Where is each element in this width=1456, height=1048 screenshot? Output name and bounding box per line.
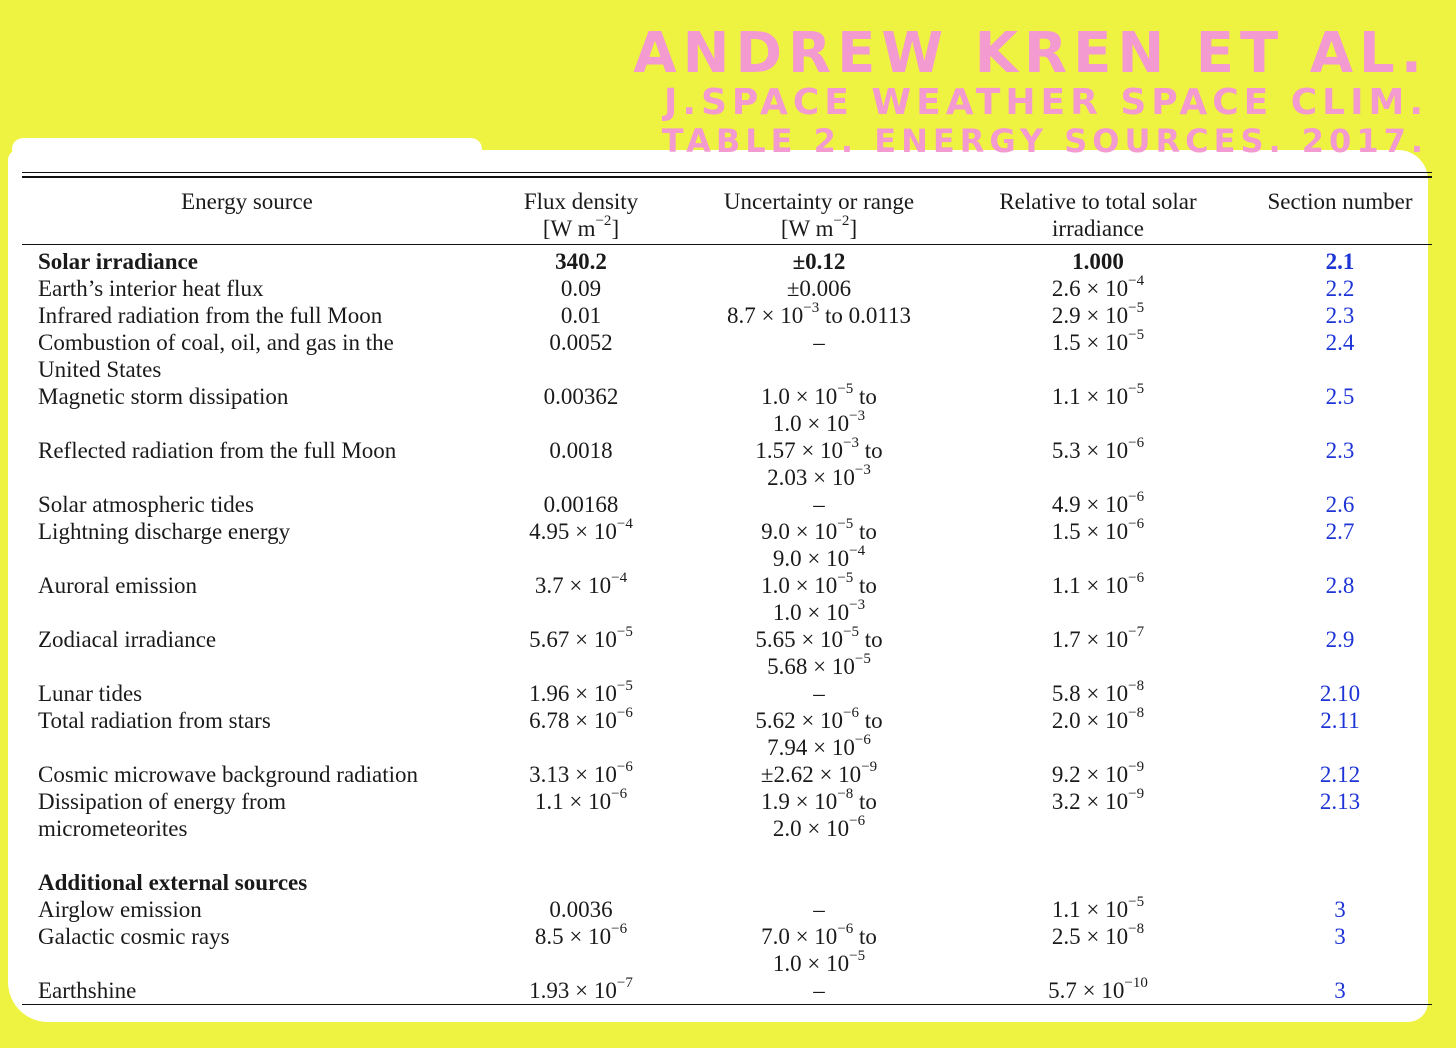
table-spacer-row (22, 842, 1432, 869)
cell-relative: $3.2 \times 10^{-9}$ (1051, 786, 1145, 814)
cell-uncertainty: $\pm 2.62 \times 10^{-9}$ (760, 759, 878, 787)
table-row (22, 437, 1432, 491)
table-row (22, 680, 1432, 707)
cell-flux-density: $5.67 \times 10^{-5}$ (529, 624, 633, 652)
table-row (22, 626, 1432, 680)
cell-flux-density: 0.0052 (549, 330, 613, 355)
cell-flux-density: 0.00362 (543, 384, 619, 409)
cell-uncertainty: ±0.006 (786, 276, 852, 301)
cell-section-number: 2.10 (1319, 681, 1361, 706)
cell-energy-source: Solar atmospheric tides (38, 492, 254, 517)
column-header-energy-source: Energy source (181, 189, 313, 214)
cell-relative: $5.3 \times 10^{-6}$ (1051, 435, 1145, 463)
cell-section-number: 2.6 (1325, 492, 1355, 517)
energy-sources-table (22, 172, 1432, 1005)
cell-energy-source: Galactic cosmic rays (38, 924, 230, 949)
cell-flux-density: 0.00168 (543, 492, 619, 517)
cell-uncertainty: $5.65 \times 10^{-5}$ to $5.68 \times 10^{-5}$ (755, 624, 883, 679)
cell-relative: $1.5 \times 10^{-6}$ (1051, 516, 1145, 544)
cell-relative (948, 869, 1248, 896)
cell-relative: $1.1 \times 10^{-6}$ (1051, 570, 1145, 598)
page-header (633, 21, 1428, 160)
cell-uncertainty: $1.0 \times 10^{-5}$ to $1.0 \times 10^{-3}$ (761, 381, 877, 436)
table-row (22, 977, 1432, 1004)
cell-section-number: 2.4 (1325, 330, 1355, 355)
cell-energy-source: Total radiation from stars (38, 708, 271, 733)
cell-energy-source: Airglow emission (38, 897, 202, 922)
cell-flux-density: $3.13 \times 10^{-6}$ (529, 759, 633, 787)
cell-uncertainty: $9.0 \times 10^{-5}$ to $9.0 \times 10^{-4}$ (761, 516, 877, 571)
cell-relative: $9.2 \times 10^{-9}$ (1051, 759, 1145, 787)
table-row (22, 761, 1432, 788)
cell-relative: $2.0 \times 10^{-8}$ (1051, 705, 1145, 733)
table-row (22, 923, 1432, 977)
column-header-relative: Relative to total solar irradiance (999, 189, 1197, 241)
table-row (22, 245, 1432, 275)
cell-section-number: 3 (1334, 897, 1346, 922)
cell-energy-source: Solar irradiance (38, 249, 198, 274)
cell-relative: $1.5 \times 10^{-5}$ (1051, 327, 1145, 355)
cell-section-number: 2.12 (1319, 762, 1361, 787)
table-row (22, 869, 1432, 896)
cell-section-number: 2.3 (1325, 438, 1355, 463)
table-row (22, 707, 1432, 761)
cell-section-number: 2.5 (1325, 384, 1355, 409)
cell-relative: $5.7 \times 10^{-10}$ (1048, 975, 1148, 1003)
header-journal: J.SPACE WEATHER SPACE CLIM. (663, 82, 1428, 123)
cell-uncertainty: – (813, 681, 825, 706)
cell-relative: $2.5 \times 10^{-8}$ (1051, 921, 1145, 949)
table-row (22, 329, 1432, 383)
table-body (22, 245, 1432, 1004)
cell-uncertainty: $5.62 \times 10^{-6}$ to $7.94 \times 10^{-6}$ (755, 705, 883, 760)
table-row (22, 518, 1432, 572)
cell-uncertainty: $8.7 \times 10^{-3}$ to 0.0113 (727, 300, 911, 328)
cell-flux-density: $3.7 \times 10^{-4}$ (534, 570, 628, 598)
cell-energy-source: Reflected radiation from the full Moon (38, 438, 397, 463)
table-row (22, 383, 1432, 437)
table-row (22, 275, 1432, 302)
cell-relative: $2.9 \times 10^{-5}$ (1051, 300, 1145, 328)
table-row (22, 491, 1432, 518)
cell-uncertainty: $1.0 \times 10^{-5}$ to $1.0 \times 10^{-3}$ (761, 570, 877, 625)
cell-section-number: 3 (1334, 924, 1346, 949)
cell-relative: $1.1 \times 10^{-5}$ (1051, 894, 1145, 922)
cell-energy-source: Zodiacal irradiance (38, 627, 217, 652)
cell-uncertainty: $1.9 \times 10^{-8}$ to $2.0 \times 10^{-6}$ (761, 786, 877, 841)
table-row (22, 896, 1432, 923)
cell-flux-density: $4.95 \times 10^{-4}$ (529, 516, 633, 544)
cell-section-number (1248, 869, 1432, 896)
cell-section-number: 2.13 (1319, 789, 1361, 814)
table-row (22, 302, 1432, 329)
cell-uncertainty (690, 869, 948, 896)
cell-energy-source: Lightning discharge energy (38, 519, 291, 544)
cell-flux-density: $8.5 \times 10^{-6}$ (534, 921, 628, 949)
header-table-title: TABLE 2. ENERGY SOURCES. 2017. (661, 122, 1428, 160)
cell-flux-density: $1.93 \times 10^{-7}$ (529, 975, 633, 1003)
cell-section-number: 2.1 (1325, 249, 1355, 274)
spacer-cell (22, 842, 1432, 869)
cell-uncertainty: – (813, 492, 825, 517)
column-header-flux-density: Flux density [W $m^{-2}$] (523, 189, 639, 241)
cell-flux-density: 0.0036 (549, 897, 613, 922)
cell-relative: $5.8 \times 10^{-8}$ (1051, 678, 1145, 706)
cell-uncertainty: – (813, 330, 825, 355)
cell-section-number: 2.8 (1325, 573, 1355, 598)
cell-section-number: 2.9 (1325, 627, 1355, 652)
header-authors: ANDREW KREN ET AL. (633, 21, 1428, 86)
cell-uncertainty: – (813, 978, 825, 1003)
cell-flux-density: 0.09 (560, 276, 602, 301)
cell-flux-density: 0.0018 (549, 438, 613, 463)
cell-section-number: 2.11 (1320, 708, 1360, 733)
cell-energy-source: Auroral emission (38, 573, 198, 598)
cell-uncertainty: $1.57 \times 10^{-3}$ to $2.03 \times 10^{-3}$ (755, 435, 883, 490)
paper-smudge (12, 138, 482, 160)
cell-energy-source: Infrared radiation from the full Moon (38, 303, 383, 328)
cell-section-number: 3 (1334, 978, 1346, 1003)
cell-section-number: 2.3 (1325, 303, 1355, 328)
cell-relative: $4.9 \times 10^{-6}$ (1051, 489, 1145, 517)
table-row (22, 572, 1432, 626)
cell-relative: $1.1 \times 10^{-5}$ (1051, 381, 1145, 409)
cell-flux-density: $1.1 \times 10^{-6}$ (534, 786, 628, 814)
cell-energy-source: Lunar tides (38, 681, 143, 706)
cell-uncertainty: $7.0 \times 10^{-6}$ to $1.0 \times 10^{-5}$ (761, 921, 877, 976)
table-header-row (22, 178, 1432, 244)
cell-energy-source: Additional external sources (38, 870, 308, 895)
cell-uncertainty: – (813, 897, 825, 922)
cell-flux-density: $6.78 \times 10^{-6}$ (529, 705, 633, 733)
cell-flux-density: $1.96 \times 10^{-5}$ (529, 678, 633, 706)
cell-energy-source: Dissipation of energy from micrometeorites (38, 789, 287, 841)
cell-flux-density: 340.2 (555, 249, 607, 274)
column-header-uncertainty: Uncertainty or range [W $m^{-2}$] (723, 189, 915, 241)
cell-section-number: 2.2 (1325, 276, 1355, 301)
cell-relative: $1.7 \times 10^{-7}$ (1051, 624, 1145, 652)
column-header-section: Section number (1267, 189, 1413, 214)
table-row (22, 788, 1432, 842)
cell-energy-source: Cosmic microwave background radiation (38, 762, 419, 787)
table-bottom-rule (22, 1004, 1432, 1005)
cell-relative: 1.000 (1072, 249, 1124, 274)
cell-energy-source: Earth’s interior heat flux (38, 276, 264, 301)
cell-energy-source: Earthshine (38, 978, 137, 1003)
cell-section-number: 2.7 (1325, 519, 1355, 544)
cell-flux-density (472, 869, 690, 896)
cell-uncertainty: ±0.12 (792, 249, 846, 274)
cell-flux-density: 0.01 (560, 303, 602, 328)
cell-relative: $2.6 \times 10^{-4}$ (1051, 273, 1145, 301)
cell-energy-source: Combustion of coal, oil, and gas in the United States (38, 330, 394, 382)
cell-energy-source: Magnetic storm dissipation (38, 384, 289, 409)
